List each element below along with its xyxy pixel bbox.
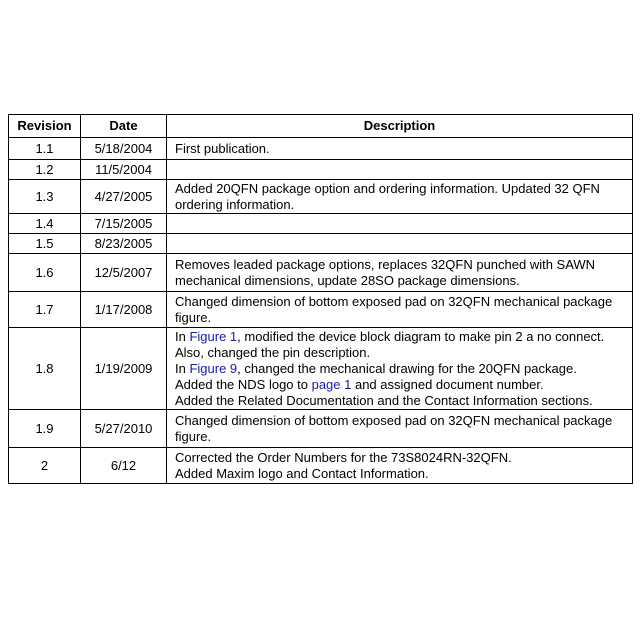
description-text: Added the NDS logo to (175, 376, 312, 392)
date-cell: 6/12 (81, 448, 167, 484)
table-row (9, 214, 633, 234)
table-row (9, 328, 633, 410)
description-text: , changed the mechanical drawing for the 20QFN package. (237, 360, 577, 376)
description-line (175, 273, 624, 289)
description-text: figure. (175, 428, 212, 444)
description-text: and assigned document number. (351, 376, 544, 392)
description-text: figure. (175, 309, 212, 325)
description-line (175, 294, 624, 310)
description-text: Added Maxim logo and Contact Information. (175, 465, 429, 481)
description-cell (167, 160, 633, 180)
description-text: Corrected the Order Numbers for the 73S8024RN-32QFN. (175, 449, 512, 465)
description-cell (167, 448, 633, 484)
description-text: Changed dimension of bottom exposed pad on 32QFN mechanical package (175, 412, 613, 428)
header-row (9, 115, 633, 138)
description-line (175, 377, 624, 393)
description-cell (167, 328, 633, 410)
description-text: Added 20QFN package option and ordering information. Updated 32 QFN (175, 180, 600, 196)
cross-reference-link[interactable]: Figure 9 (189, 360, 238, 376)
table-row (9, 138, 633, 160)
revision-cell: 1.8 (9, 328, 81, 410)
date-cell: 1/17/2008 (81, 292, 167, 328)
date-cell: 7/15/2005 (81, 214, 167, 234)
table-row (9, 180, 633, 214)
description-text: Added the Related Documentation and the Contact Information sections. (175, 392, 593, 408)
description-cell (167, 180, 633, 214)
description-text: First publication. (175, 140, 270, 156)
date-cell: 5/18/2004 (81, 138, 167, 160)
date-cell: 4/27/2005 (81, 180, 167, 214)
table-body (9, 138, 633, 484)
revision-cell: 1.2 (9, 160, 81, 180)
description-text: In (175, 360, 190, 376)
header-date: Date (81, 115, 167, 138)
description-line (175, 345, 624, 361)
description-text: mechanical dimensions, update 28SO package dimensions. (175, 272, 520, 288)
description-line (175, 329, 624, 345)
header-revision: Revision (9, 115, 81, 138)
table-row (9, 160, 633, 180)
date-cell: 1/19/2009 (81, 328, 167, 410)
table-row (9, 448, 633, 484)
description-cell (167, 254, 633, 292)
description-line (175, 361, 624, 377)
description-text: , modified the device block diagram to make pin 2 a no connect. (237, 328, 605, 344)
description-line (175, 450, 624, 466)
revision-cell: 1.1 (9, 138, 81, 160)
description-text: ordering information. (175, 196, 295, 212)
description-line (175, 393, 624, 409)
description-cell (167, 234, 633, 254)
description-cell (167, 410, 633, 448)
description-cell (167, 138, 633, 160)
table-row (9, 234, 633, 254)
description-text: In (175, 328, 190, 344)
date-cell: 8/23/2005 (81, 234, 167, 254)
description-cell (167, 214, 633, 234)
description-text: Removes leaded package options, replaces 32QFN punched with SAWN (175, 256, 596, 272)
revision-cell: 1.7 (9, 292, 81, 328)
date-cell: 12/5/2007 (81, 254, 167, 292)
revision-cell: 2 (9, 448, 81, 484)
revision-cell: 1.3 (9, 180, 81, 214)
description-line (175, 310, 624, 326)
description-line (175, 413, 624, 429)
header-description: Description (167, 115, 633, 138)
description-line (175, 257, 624, 273)
revision-cell: 1.4 (9, 214, 81, 234)
revision-history-table (8, 114, 633, 484)
cross-reference-link[interactable]: page 1 (311, 376, 352, 392)
table-row (9, 292, 633, 328)
description-line (175, 197, 624, 213)
revision-cell: 1.9 (9, 410, 81, 448)
revision-cell: 1.6 (9, 254, 81, 292)
description-line (175, 141, 624, 157)
description-cell (167, 292, 633, 328)
revision-cell: 1.5 (9, 234, 81, 254)
table-row (9, 410, 633, 448)
description-line (175, 181, 624, 197)
cross-reference-link[interactable]: Figure 1 (189, 328, 238, 344)
description-text: Changed dimension of bottom exposed pad on 32QFN mechanical package (175, 293, 613, 309)
date-cell: 5/27/2010 (81, 410, 167, 448)
table-row (9, 254, 633, 292)
description-line (175, 466, 624, 482)
description-text: Also, changed the pin description. (175, 344, 371, 360)
date-cell: 11/5/2004 (81, 160, 167, 180)
description-line (175, 429, 624, 445)
